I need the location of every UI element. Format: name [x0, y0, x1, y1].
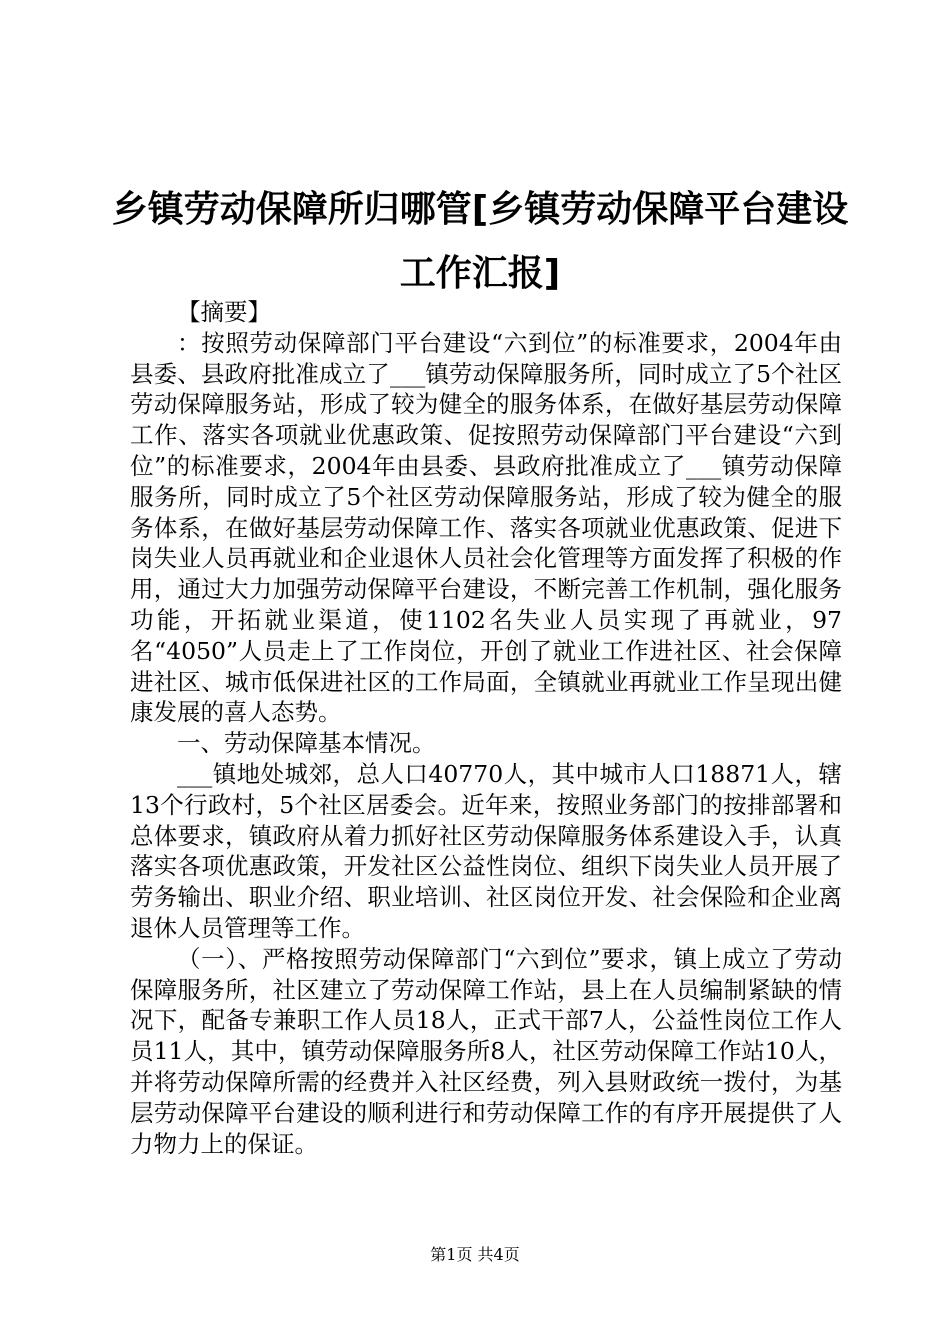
document-title: 乡镇劳动保障所归哪管[乡镇劳动保障平台建设工作汇报]	[111, 189, 849, 294]
abstract-paragraph: ：按照劳动保障部门平台建设“六到位”的标准要求，2004年由县委、县政府批准成立了___镇劳动保障服务所，同时成立了5个社区劳动保障服务站，形成了较为健全的服务体系，在做好基层劳动保障工作、落实各项就业优惠政策、促按照劳动保障部门平台建设“六到位”的标准要求，2004年由县委、县政府批准成立了___镇劳动保障服务所，同时成立了5个社区劳动保障服务站，形成了较为健全的服务体系，在做好基层劳动保障工作、落实各项就业优惠政策、促进下岗失业人员再就业和企业退休人员社会化管理等方面发挥了积极的作用，通过大力加强劳动保障平台建设，不断完善工作机制，强化服务功能，开拓就业渠道，使1102名失业人员实现了再就业，97名“4050”人员走上了工作岗位，开创了就业工作进社区、社会保障进社区、城市低保进社区的工作局面，全镇就业再就业工作呈现出健康发展的喜人态势。	[130, 328, 842, 727]
body-paragraph: （一）、严格按照劳动保障部门“六到位”要求，镇上成立了劳动保障服务所，社区建立了劳动保障工作站，县上在人员编制紧缺的情况下，配备专兼职工作人员18人，正式干部7人，公益性岗位工作人员11人，其中，镇劳动保障服务所8人，社区劳动保障工作站10人，并将劳动保障所需的经费并入社区经费，列入县财政统一拨付，为基层劳动保障平台建设的顺利进行和劳动保障工作的有序开展提供了人力物力上的保证。	[130, 944, 842, 1158]
document-body	[130, 297, 842, 1159]
page-footer: 第1页 共4页	[430, 1245, 520, 1264]
abstract-label: 【摘要】	[177, 298, 271, 326]
body-paragraph: ___镇地处城郊，总人口40770人，其中城市人口18871人，辖13个行政村，5个社区居委会。近年来，按照业务部门的按排部署和总体要求，镇政府从着力抓好社区劳动保障服务体系建设入手，认真落实各项优惠政策，开发社区公益性岗位、组织下岗失业人员开展了劳务输出、职业介绍、职业培训、社区岗位开发、社会保险和企业离退休人员管理等工作。	[130, 759, 842, 942]
section-heading: 一、劳动保障基本情况。	[177, 729, 436, 758]
